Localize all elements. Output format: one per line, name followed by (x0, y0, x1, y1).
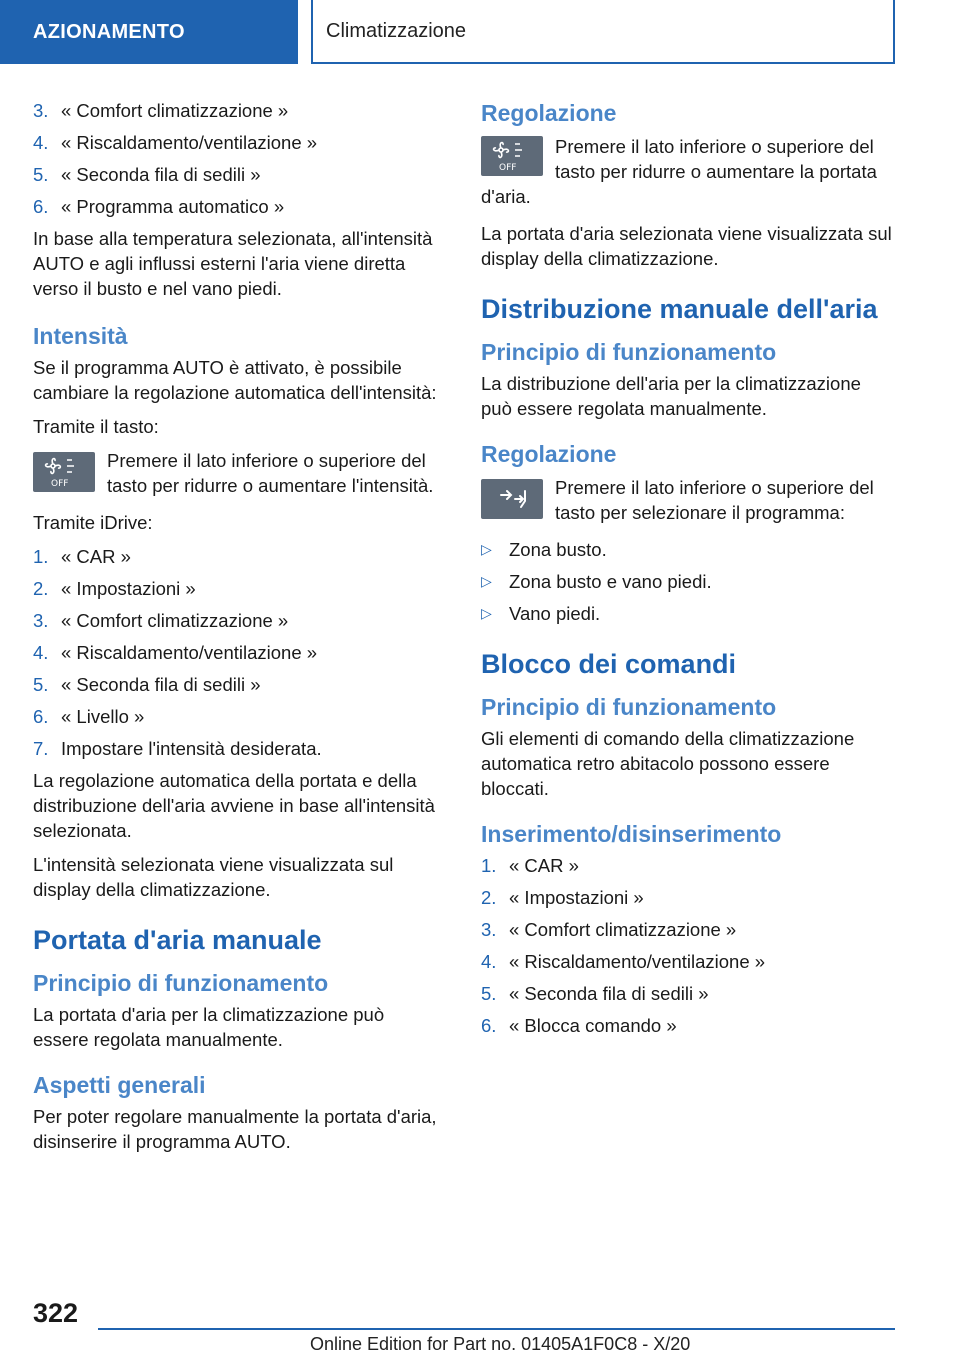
air-distribution-instruction (481, 475, 895, 525)
list-number: 5. (33, 674, 49, 695)
list-number: 6. (33, 196, 49, 217)
header-section-label: AZIONAMENTO (33, 20, 185, 43)
list-number: 7. (33, 738, 49, 759)
list-text: « Riscaldamento/ventilazione » (61, 132, 318, 153)
list-item (481, 981, 895, 1006)
paragraph-intensita: Se il programma AUTO è attivato, è possibile cambiare la regolazione automatica dell'intensità: (33, 357, 437, 403)
heading-regolazione-distribuzione: Regolazione (481, 441, 617, 467)
icon-instruction-text: Premere il lato inferiore o superiore del tasto per ridurre o aumentare la portata d'aria. (481, 136, 877, 207)
list-number: 2. (481, 887, 497, 908)
list-item (33, 608, 443, 633)
list-item (33, 576, 443, 601)
list-item (33, 704, 443, 729)
triangle-bullet-icon: ▷ (481, 605, 492, 621)
header-chapter-label: Climatizzazione (326, 19, 467, 42)
paragraph-blocco: Gli elementi di comando della climatizzazione automatica retro abitacolo possono essere bloccati. (481, 728, 855, 799)
list-text: « Seconda fila di sedili » (509, 983, 709, 1004)
heading-principio-blocco: Principio di funzionamento (481, 694, 777, 720)
paragraph-portata-display: La portata d'aria selezionata viene visualizzata sul display della climatizzazione. (481, 223, 892, 269)
fan-off-button-icon (481, 136, 543, 176)
list-number: 2. (33, 578, 49, 599)
list-number: 5. (481, 983, 497, 1004)
air-distribution-button-icon (481, 479, 543, 519)
triangle-bullet-icon: ▷ (481, 573, 492, 589)
list-item (33, 194, 443, 219)
list-number: 6. (481, 1015, 497, 1036)
list-number: 3. (481, 919, 497, 940)
icon-instruction-text: Premere il lato inferiore o superiore del tasto per ridurre o aumentare l'intensità. (107, 450, 434, 496)
list-text: « CAR » (61, 546, 131, 567)
paragraph-distribuzione: La distribuzione dell'aria per la climatizzazione può essere regolata manualmente. (481, 373, 861, 419)
list-text: « Seconda fila di sedili » (61, 674, 261, 695)
list-text: « Programma automatico » (61, 196, 285, 217)
heading-regolazione-portata: Regolazione (481, 100, 617, 126)
fan-button-instruction (33, 448, 443, 498)
paragraph-aspetti-generali: Per poter regolare manualmente la portata d'aria, disinserire il programma AUTO. (33, 1106, 437, 1152)
left-column (33, 98, 443, 1163)
list-text: « Blocca comando » (509, 1015, 677, 1036)
list-item (33, 130, 443, 155)
list-item (481, 917, 895, 942)
header-chapter (311, 0, 895, 64)
triangle-bullet-icon: ▷ (481, 541, 492, 557)
list-text: Impostare l'intensità desiderata. (61, 738, 322, 759)
heading-intensita: Intensità (33, 323, 128, 349)
paragraph-display-intensita: L'intensità selezionata viene visualizzata sul display della climatizzazione. (33, 854, 394, 900)
list-item (481, 1013, 895, 1038)
footer-edition: Online Edition for Part no. 01405A1F0C8 - X/20 (310, 1334, 691, 1354)
list-item (481, 601, 895, 626)
paragraph-tramite-idrive: Tramite iDrive: (33, 512, 153, 533)
svg-text:OFF: OFF (51, 479, 69, 489)
list-item (33, 640, 443, 665)
list-item (33, 736, 443, 761)
fan-button-instruction-portata (481, 134, 895, 209)
list-item (481, 537, 895, 562)
paragraph-auto: In base alla temperatura selezionata, all'intensità AUTO e agli influssi esterni l'aria viene diretta verso il busto e nel vano piedi. (33, 228, 433, 299)
paragraph-tramite-tasto: Tramite il tasto: (33, 416, 159, 437)
list-number: 4. (481, 951, 497, 972)
list-item (481, 853, 895, 878)
zone-list (481, 537, 895, 626)
list-text: « CAR » (509, 855, 579, 876)
list-item (481, 885, 895, 910)
header-section (0, 0, 298, 64)
list-text: Vano piedi. (509, 603, 601, 624)
list-item (481, 949, 895, 974)
list-text: « Comfort climatizzazione » (509, 919, 737, 940)
svg-text:OFF: OFF (499, 163, 517, 173)
heading-aspetti-generali: Aspetti generali (33, 1072, 206, 1098)
list-number: 6. (33, 706, 49, 727)
heading-portata-manuale: Portata d'aria manuale (33, 925, 322, 955)
list-number: 3. (33, 610, 49, 631)
numbered-list-idrive (33, 544, 443, 761)
list-number: 4. (33, 642, 49, 663)
list-text: « Riscaldamento/ventilazione » (509, 951, 766, 972)
heading-principio-portata: Principio di funzionamento (33, 970, 329, 996)
list-text: « Comfort climatizzazione » (61, 100, 289, 121)
list-number: 5. (33, 164, 49, 185)
list-item (33, 162, 443, 187)
icon-instruction-text: Premere il lato inferiore o superiore del tasto per selezionare il programma: (555, 477, 874, 523)
list-item (33, 98, 443, 123)
list-text: « Impostazioni » (509, 887, 644, 908)
heading-blocco-comandi: Blocco dei comandi (481, 649, 737, 679)
heading-principio-distribuzione: Principio di funzionamento (481, 339, 777, 365)
list-text: « Riscaldamento/ventilazione » (61, 642, 318, 663)
paragraph-principio-portata: La portata d'aria per la climatizzazione può essere regolata manualmente. (33, 1004, 385, 1050)
list-item (33, 672, 443, 697)
list-text: « Comfort climatizzazione » (61, 610, 289, 631)
heading-inserimento: Inserimento/disinserimento (481, 821, 782, 847)
footer-divider (98, 1328, 895, 1330)
numbered-list-blocco (481, 853, 895, 1038)
list-text: « Seconda fila di sedili » (61, 164, 261, 185)
paragraph-regolazione-automatica: La regolazione automatica della portata e della distribuzione dell'aria avviene in base all'intensità selezionata. (33, 770, 435, 841)
list-text: « Impostazioni » (61, 578, 196, 599)
list-number: 3. (33, 100, 49, 121)
list-number: 4. (33, 132, 49, 153)
list-number: 1. (481, 855, 497, 876)
list-item (481, 569, 895, 594)
list-item (33, 544, 443, 569)
right-column (481, 98, 895, 1045)
page-number: 322 (33, 1298, 79, 1328)
list-text: Zona busto e vano piedi. (509, 571, 712, 592)
heading-distribuzione-manuale: Distribuzione manuale dell'aria (481, 294, 878, 324)
numbered-list-top (33, 98, 443, 219)
list-text: « Livello » (61, 706, 145, 727)
list-number: 1. (33, 546, 49, 567)
list-text: Zona busto. (509, 539, 607, 560)
fan-off-button-icon (33, 452, 95, 492)
